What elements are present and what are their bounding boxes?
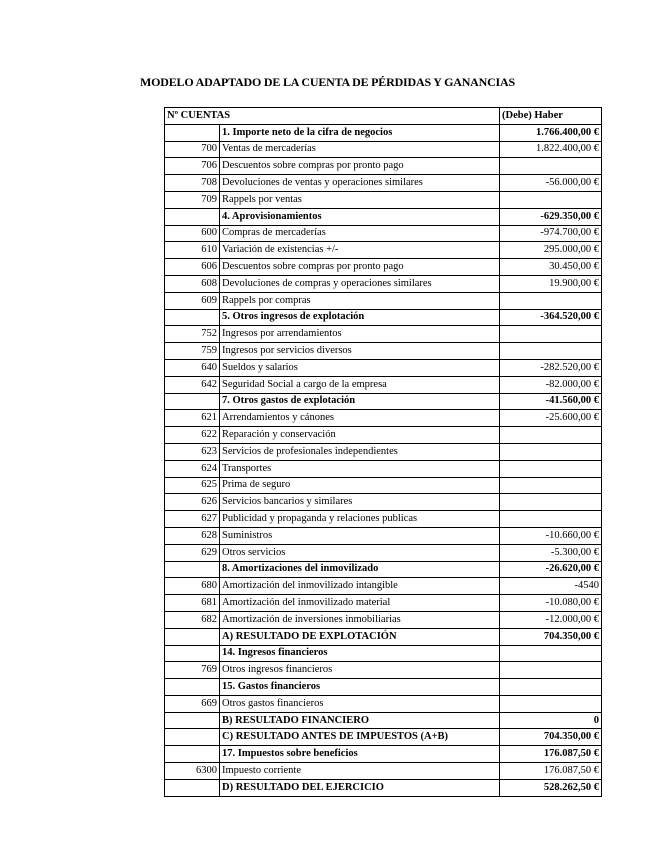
account-label-cell: Otros ingresos financieros [220, 662, 500, 679]
header-amount: (Debe) Haber [500, 108, 602, 125]
table-row [165, 343, 602, 360]
account-label-cell: Ingresos por servicios diversos [220, 343, 500, 360]
table-row [165, 611, 602, 628]
account-number-cell: 642 [165, 376, 220, 393]
amount-cell [500, 511, 602, 528]
account-number-cell: 627 [165, 511, 220, 528]
account-number-cell: 752 [165, 326, 220, 343]
account-number-cell: 759 [165, 343, 220, 360]
account-number-cell: 623 [165, 443, 220, 460]
account-number-cell: 608 [165, 275, 220, 292]
account-label-cell: Descuentos sobre compras por pronto pago [220, 158, 500, 175]
amount-cell [500, 645, 602, 662]
amount-cell [500, 695, 602, 712]
table-row [165, 578, 602, 595]
account-label-cell: 8. Amortizaciones del inmovilizado [220, 561, 500, 578]
table-row [165, 712, 602, 729]
amount-cell: -25.600,00 € [500, 410, 602, 427]
account-label-cell: Amortización del inmovilizado intangible [220, 578, 500, 595]
table-row [165, 427, 602, 444]
amount-cell [500, 662, 602, 679]
amount-cell [500, 158, 602, 175]
amount-cell: 0 [500, 712, 602, 729]
account-label-cell: Compras de mercaderías [220, 225, 500, 242]
table-row [165, 763, 602, 780]
table-row [165, 645, 602, 662]
account-label-cell: Reparación y conservación [220, 427, 500, 444]
account-label-cell: Impuesto corriente [220, 763, 500, 780]
amount-cell: 1.822.400,00 € [500, 141, 602, 158]
account-number-cell [165, 645, 220, 662]
account-number-cell [165, 628, 220, 645]
account-label-cell: 5. Otros ingresos de explotación [220, 309, 500, 326]
account-label-cell: Ingresos por arrendamientos [220, 326, 500, 343]
account-number-cell: 621 [165, 410, 220, 427]
account-number-cell: 700 [165, 141, 220, 158]
account-label-cell: D) RESULTADO DEL EJERCICIO [220, 779, 500, 796]
amount-cell: 704.350,00 € [500, 729, 602, 746]
account-label-cell: 14. Ingresos financieros [220, 645, 500, 662]
amount-cell: -282.520,00 € [500, 359, 602, 376]
amount-cell: 295.000,00 € [500, 242, 602, 259]
account-label-cell: B) RESULTADO FINANCIERO [220, 712, 500, 729]
table-row [165, 511, 602, 528]
table-row [165, 527, 602, 544]
account-number-cell: 622 [165, 427, 220, 444]
account-number-cell: 708 [165, 175, 220, 192]
account-number-cell: 769 [165, 662, 220, 679]
amount-cell: 528.262,50 € [500, 779, 602, 796]
amount-cell: -974.700,00 € [500, 225, 602, 242]
account-label-cell: Otros servicios [220, 544, 500, 561]
profit-loss-table [164, 107, 602, 797]
account-label-cell: Transportes [220, 460, 500, 477]
account-label-cell: Devoluciones de compras y operaciones similares [220, 275, 500, 292]
account-label-cell: Suministros [220, 527, 500, 544]
account-number-cell: 669 [165, 695, 220, 712]
account-label-cell: C) RESULTADO ANTES DE IMPUESTOS (A+B) [220, 729, 500, 746]
account-label-cell: Rappels por compras [220, 292, 500, 309]
table-row [165, 376, 602, 393]
account-number-cell: 600 [165, 225, 220, 242]
table-row [165, 208, 602, 225]
table-row [165, 292, 602, 309]
account-number-cell [165, 124, 220, 141]
amount-cell: 30.450,00 € [500, 259, 602, 276]
table-row [165, 729, 602, 746]
account-label-cell: Servicios de profesionales independientes [220, 443, 500, 460]
account-label-cell: Seguridad Social a cargo de la empresa [220, 376, 500, 393]
account-number-cell: 610 [165, 242, 220, 259]
account-number-cell: 606 [165, 259, 220, 276]
account-label-cell: Otros gastos financieros [220, 695, 500, 712]
amount-cell [500, 679, 602, 696]
account-label-cell: 17. Impuestos sobre beneficios [220, 746, 500, 763]
amount-cell: -10.660,00 € [500, 527, 602, 544]
account-number-cell: 706 [165, 158, 220, 175]
account-number-cell [165, 208, 220, 225]
account-label-cell: Amortización de inversiones inmobiliarias [220, 611, 500, 628]
account-number-cell: 709 [165, 191, 220, 208]
account-label-cell: Ventas de mercaderías [220, 141, 500, 158]
table-row [165, 309, 602, 326]
account-number-cell: 626 [165, 494, 220, 511]
account-label-cell: 4. Aprovisionamientos [220, 208, 500, 225]
account-number-cell: 681 [165, 595, 220, 612]
amount-cell: -26.620,00 € [500, 561, 602, 578]
table-header-row [165, 108, 602, 125]
amount-cell: -629.350,00 € [500, 208, 602, 225]
account-label-cell: 15. Gastos financieros [220, 679, 500, 696]
account-number-cell [165, 746, 220, 763]
account-label-cell: 7. Otros gastos de explotación [220, 393, 500, 410]
table-row [165, 326, 602, 343]
account-label-cell: Servicios bancarios y similares [220, 494, 500, 511]
account-label-cell: Publicidad y propaganda y relaciones publicas [220, 511, 500, 528]
table-row [165, 242, 602, 259]
account-label-cell: Arrendamientos y cánones [220, 410, 500, 427]
account-number-cell: 6300 [165, 763, 220, 780]
amount-cell: -12.000,00 € [500, 611, 602, 628]
amount-cell: -5.300,00 € [500, 544, 602, 561]
header-accounts: Nº CUENTAS [165, 108, 500, 125]
account-label-cell: Rappels por ventas [220, 191, 500, 208]
amount-cell: 176.087,50 € [500, 763, 602, 780]
account-number-cell: 628 [165, 527, 220, 544]
amount-cell [500, 477, 602, 494]
table-row [165, 544, 602, 561]
account-number-cell [165, 712, 220, 729]
table-row [165, 695, 602, 712]
account-number-cell: 624 [165, 460, 220, 477]
amount-cell: 704.350,00 € [500, 628, 602, 645]
table-row [165, 628, 602, 645]
account-number-cell: 680 [165, 578, 220, 595]
table-row [165, 158, 602, 175]
amount-cell [500, 343, 602, 360]
table-row [165, 359, 602, 376]
amount-cell [500, 326, 602, 343]
amount-cell: -82.000,00 € [500, 376, 602, 393]
amount-cell [500, 292, 602, 309]
table-row [165, 679, 602, 696]
amount-cell: -4540 [500, 578, 602, 595]
amount-cell [500, 427, 602, 444]
account-number-cell [165, 779, 220, 796]
account-number-cell: 609 [165, 292, 220, 309]
account-label-cell: Descuentos sobre compras por pronto pago [220, 259, 500, 276]
account-number-cell: 682 [165, 611, 220, 628]
table-row [165, 561, 602, 578]
amount-cell: -41.560,00 € [500, 393, 602, 410]
account-number-cell [165, 561, 220, 578]
table-row [165, 191, 602, 208]
account-number-cell: 625 [165, 477, 220, 494]
amount-cell [500, 494, 602, 511]
table-row [165, 477, 602, 494]
table-row [165, 746, 602, 763]
account-number-cell [165, 729, 220, 746]
account-number-cell: 640 [165, 359, 220, 376]
account-label-cell: Amortización del inmovilizado material [220, 595, 500, 612]
account-label-cell: 1. Importe neto de la cifra de negocios [220, 124, 500, 141]
amount-cell [500, 443, 602, 460]
table-row [165, 443, 602, 460]
amount-cell: -56.000,00 € [500, 175, 602, 192]
table-body [165, 108, 602, 797]
table-row [165, 662, 602, 679]
account-label-cell: Devoluciones de ventas y operaciones similares [220, 175, 500, 192]
table-row [165, 595, 602, 612]
amount-cell: 1.766.400,00 € [500, 124, 602, 141]
table-row [165, 175, 602, 192]
table-row [165, 259, 602, 276]
account-number-cell [165, 393, 220, 410]
account-label-cell: Sueldos y salarios [220, 359, 500, 376]
account-label-cell: Prima de seguro [220, 477, 500, 494]
account-label-cell: Variación de existencias +/- [220, 242, 500, 259]
amount-cell: 19.900,00 € [500, 275, 602, 292]
amount-cell: -10.080,00 € [500, 595, 602, 612]
amount-cell [500, 191, 602, 208]
amount-cell: -364.520,00 € [500, 309, 602, 326]
table-row [165, 275, 602, 292]
table-row [165, 225, 602, 242]
table-row [165, 494, 602, 511]
table-row [165, 393, 602, 410]
account-number-cell: 629 [165, 544, 220, 561]
table-row [165, 124, 602, 141]
account-number-cell [165, 309, 220, 326]
document-title: MODELO ADAPTADO DE LA CUENTA DE PÉRDIDAS Y GANANCIAS [140, 75, 515, 89]
account-label-cell: A) RESULTADO DE EXPLOTACIÓN [220, 628, 500, 645]
account-number-cell [165, 679, 220, 696]
table-row [165, 460, 602, 477]
table-row [165, 779, 602, 796]
amount-cell [500, 460, 602, 477]
amount-cell: 176.087,50 € [500, 746, 602, 763]
table-row [165, 410, 602, 427]
table-row [165, 141, 602, 158]
